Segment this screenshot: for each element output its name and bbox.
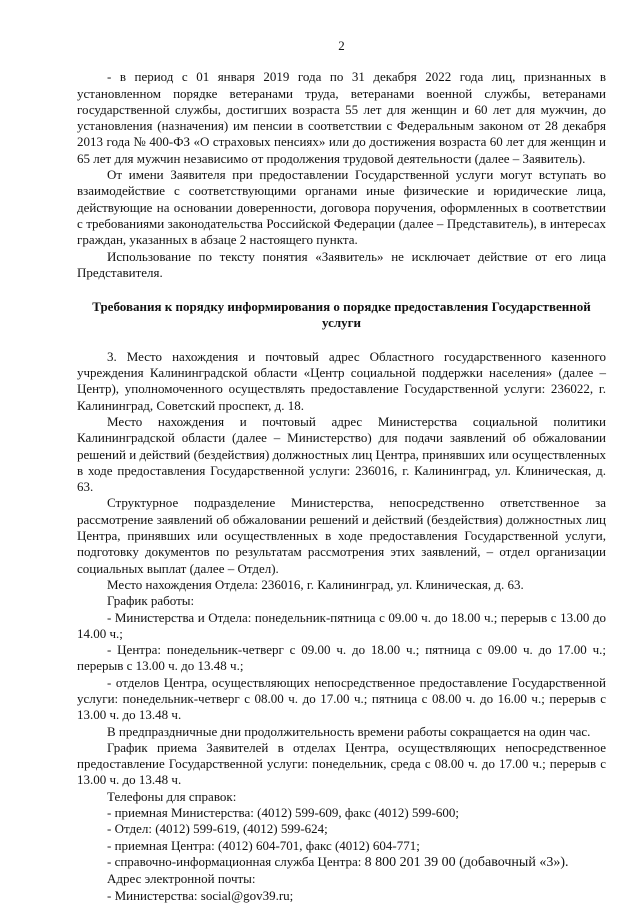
email-label: Адрес электронной почты: [107,871,256,887]
paragraph-reception-schedule: График приема Заявителей в отделах Центра, осуществляющих непосредственное предоставление Государственной услуги: понедельник, среда с 08.00 ч. до 17.00 ч.; перерыв с 13.00 ч. до 13.48 ч. [77,739,606,788]
paragraph-pre-holiday: В предпраздничные дни продолжительность времени работы сокращается на один час. [107,723,591,739]
paragraph-ministry-address: Место нахождения и почтовый адрес Министерства социальной политики Калининградской области (далее – Министерство) для подачи заявлений об обжаловании решений и действий (бездействия) должностных лиц Центра, принявших или осуществленных в ходе предоставления Государственной услуги: 236016, г. Калининград, ул. Клиническая, д. 63. [77,413,606,495]
phones-label: Телефоны для справок: [107,788,237,804]
helpline-prefix: - справочно-информационная служба Центра: [107,853,365,869]
page-number: 2 [338,38,345,53]
schedule-ministry: - Министерства и Отдела: понедельник-пятница с 09.00 ч. до 18.00 ч.; перерыв с 13.00 до 14.00 ч.; [77,609,606,641]
paragraph-department-location: Место нахождения Отдела: 236016, г. Калининград, ул. Клиническая, д. 63. [107,576,524,592]
section-heading: Требования к порядку информирования о порядке предоставления Государственной услуги [92,299,591,331]
phone-center: - приемная Центра: (4012) 604-701, факс (4012) 604-771; [107,837,420,853]
paragraph-applicants-period: - в период с 01 января 2019 года по 31 декабря 2022 года лиц, признанных в установленном порядке ветеранами труда, ветеранами военной службы, ветеранами государственной службы, достигших возраста 55 лет для женщин и 60 лет для мужчин, до установления (назначения) им пенсии в соответствии с Федеральным законом от 28 декабря 2013 года № 400-ФЗ «О страховых пенсиях» или до достижения возраста 60 лет для женщин и 65 лет для мужчин независимо от продолжения трудовой деятельности (далее – Заявитель). [77,69,606,166]
email-ministry: - Министерства: social@gov39.ru; [107,887,294,903]
phone-department: - Отдел: (4012) 599-619, (4012) 599-624; [107,821,328,837]
paragraph-applicant-term: Использование по тексту понятия «Заявитель» не исключает действие от его лица Представителя. [77,248,606,280]
paragraph-department-role: Структурное подразделение Министерства, непосредственно ответственное за рассмотрение заявлений об обжаловании решений и действий (бездействия) должностных лиц Центра, принявших или осуществленных в ходе предоставления Государственной услуги, подготовку документов по результатам рассмотрения этих заявлений, – отдел организации социальных выплат (далее – Отдел). [77,495,606,576]
phone-ministry: - приемная Министерства: (4012) 599-609, факс (4012) 599-600; [107,805,459,821]
schedule-center-departments: - отделов Центра, осуществляющих непосредственное предоставление Государственной услуги: понедельник-четверг с 08.00 ч. до 17.00 ч.; пятница с 08.00 ч. до 16.00 ч.; перерыв с 13.00 ч. до 13.48 ч. [77,674,606,723]
paragraph-representative: От имени Заявителя при предоставлении Государственной услуги могут вступать во взаимодействие с соответствующими органами иные физические и юридические лица, действующие на основании доверенности, договора поручения, оформленных в соответствии с требованиями законодательства Российской Федерации (далее – Представитель), в интересах граждан, указанных в абзаце 2 настоящего пункта. [77,167,606,248]
schedule-center: - Центра: понедельник-четверг с 09.00 ч. до 18.00 ч.; пятница с 09.00 ч. до 17.00 ч.; перерыв с 13.00 ч. до 13.48 ч.; [77,642,606,674]
paragraph-schedule-label: График работы: [107,593,195,609]
helpline-number: 8 800 201 39 00 (добавочный «3»). [364,854,569,870]
helpline [77,854,606,871]
paragraph-center-address: 3. Место нахождения и почтовый адрес Областного государственного казенного учреждения Калининградской области «Центр социальной поддержки населения» (далее – Центр), уполномоченного осуществлять предоставление Государственной услуги: 236022, г. Калининград, Советский проспект, д. 18. [77,348,606,413]
